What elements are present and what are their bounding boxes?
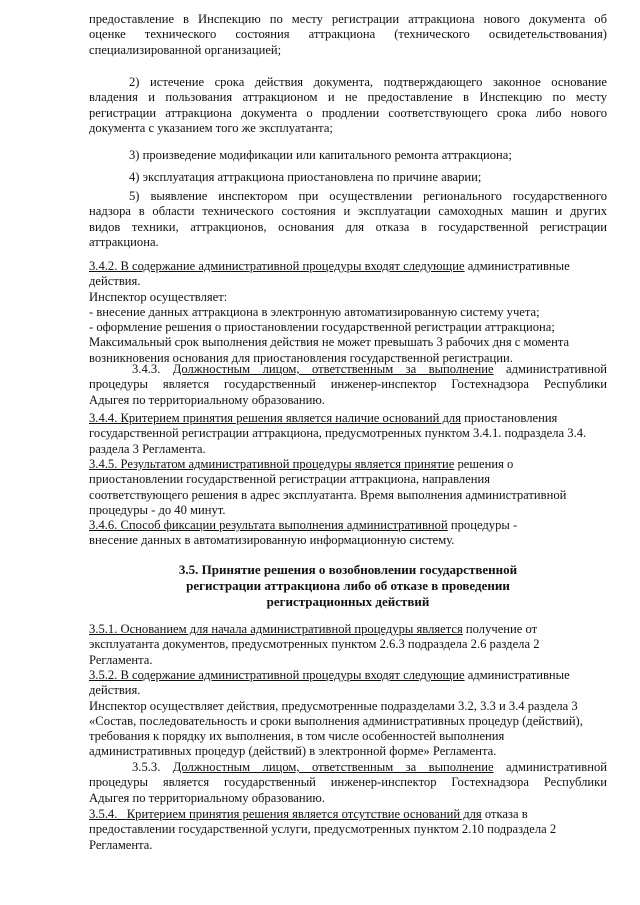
text-line: 4) эксплуатация аттракциона приостановлена по причине аварии; [129,170,482,184]
clause-3-4-4 [89,411,607,457]
text-fragment: получение от [462,622,538,636]
text-line: внесение данных в автоматизированную информационную систему. [89,533,455,548]
text-line: раздела 3 Регламента. [89,441,206,456]
text-line: Регламента. [89,652,153,667]
text-line: 3) произведение модификации или капитального ремонта аттракциона; [129,148,512,162]
clause-3-5-3 [89,760,607,806]
text-line: Регламента. [89,837,153,852]
section-title [89,562,607,610]
clause-number: 3.5.3. [132,760,161,774]
clause-3-4-5 [89,457,607,518]
text-line: требования к порядку их выполнения, в том числе особенностей выполнения [89,729,505,744]
list-item-3 [89,148,607,163]
clause-3-5-4 [89,807,607,853]
text-fragment: административной [493,362,607,376]
text-fragment: отказа в [481,807,528,821]
text-line: регистрации аттракциона документа о продлении соответствующего срока либо нового [89,105,607,120]
text-line: Адыгея по территориальному образованию. [89,392,325,407]
text-line: видов техники, аттракционов, основания для отказа в государственной регистрации [89,219,607,234]
text-line: приостановлении государственной регистрации аттракциона, направления [89,472,491,487]
text-fragment: решения о [454,457,514,471]
clause-heading: 3.5.4. Критерием принятия решения является отсутствие оснований для [89,807,482,821]
list-item-4 [89,170,607,185]
list-item-5 [89,189,607,250]
text-line: государственной регистрации аттракциона, предусмотренных пунктом 3.4.1. подраздела 3.4. [89,426,587,441]
clause-3-4-2 [89,259,607,366]
clause-3-5-2 [89,668,607,760]
text-line: владения и пользования аттракционом и не предоставление в Инспекцию по месту [89,90,607,105]
text-line: процедуры - до 40 минут. [89,502,226,517]
clause-heading: 3.4.6. Способ фиксации результата выполнения административной [89,518,448,532]
text-line: Адыгея по территориальному образованию. [89,790,325,805]
text-line: 2) истечение срока действия документа, подтверждающего законное основание [129,75,607,89]
text-line: Максимальный срок выполнения действия не может превышать 3 рабочих дня с момента [89,335,570,350]
text-line: надзора в области технического состояния и эксплуатации самоходных машин и других [89,204,607,219]
text-fragment: административные [464,668,570,682]
text-line: аттракциона. [89,234,159,249]
text-line: - оформление решения о приостановлении государственной регистрации аттракциона; [89,320,555,335]
text-line: документа с указанием того же эксплуатанта; [89,120,333,135]
clause-heading: Должностным лицом, ответственным за выполнение [172,362,494,376]
clause-3-4-3 [89,362,607,408]
text-line: предоставление в Инспекцию по месту регистрации аттракциона нового документа об [89,12,607,26]
text-line: 5) выявление инспектором при осуществлении регионального государственного [129,189,607,203]
text-line: действия. [89,683,141,698]
text-line: - внесение данных аттракциона в электронную автоматизированную систему учета; [89,304,540,319]
list-item-2 [89,75,607,136]
title-line: регистрации аттракциона либо об отказе в проведении [186,578,510,593]
clause-heading: 3.5.1. Основанием для начала административной процедуры является [89,622,463,636]
text-line: «Состав, последовательность и сроки выполнения административных процедур (действий), [89,713,583,728]
text-line: действия. [89,274,141,289]
text-fragment: административные [464,259,570,273]
text-line: предоставлении государственной услуги, предусмотренных пунктом 2.10 подраздела 2 [89,822,557,837]
paragraph-top [89,12,607,58]
clause-3-5-1 [89,622,607,668]
clause-heading: 3.4.2. В содержание административной процедуры входят следующие [89,259,465,273]
clause-heading: Должностным лицом, ответственным за выполнение [172,760,494,774]
title-line: регистрационных действий [266,594,430,609]
title-line: 3.5. Принятие решения о возобновлении государственной [178,562,518,577]
clause-heading: 3.5.2. В содержание административной процедуры входят следующие [89,668,465,682]
text-line: Инспектор осуществляет: [89,289,228,304]
text-line: оценке технического состояния аттракциона (технического освидетельствования) [89,27,607,42]
text-line: процедуры является государственный инженер-инспектор Гостехнадзора Республики [89,775,607,790]
text-fragment: приостановления [461,411,558,425]
text-line: административных процедур (действий) в электронной форме» Регламента. [89,744,497,759]
text-line: эксплуатанта документов, предусмотренных пунктом 2.6.3 подраздела 2.6 раздела 2 [89,637,540,652]
text-line: процедуры является государственный инженер-инспектор Гостехнадзора Республики [89,377,607,392]
clause-3-4-6 [89,518,607,549]
text-line: соответствующего решения в адрес эксплуатанта. Время выполнения административной [89,487,567,502]
text-fragment: административной [493,760,607,774]
text-line: возникновения основания для приостановления государственной регистрации. [89,350,513,365]
text-fragment: процедуры - [447,518,518,532]
clause-heading: 3.4.5. Результатом административной процедуры является принятие [89,457,455,471]
clause-heading: 3.4.4. Критерием принятия решения является наличие оснований для [89,411,462,425]
text-line: Инспектор осуществляет действия, предусмотренные подразделами 3.2, 3.3 и 3.4 раздела 3 [89,698,578,713]
clause-number: 3.4.3. [132,362,161,376]
text-line: специализированной организацией; [89,42,282,57]
